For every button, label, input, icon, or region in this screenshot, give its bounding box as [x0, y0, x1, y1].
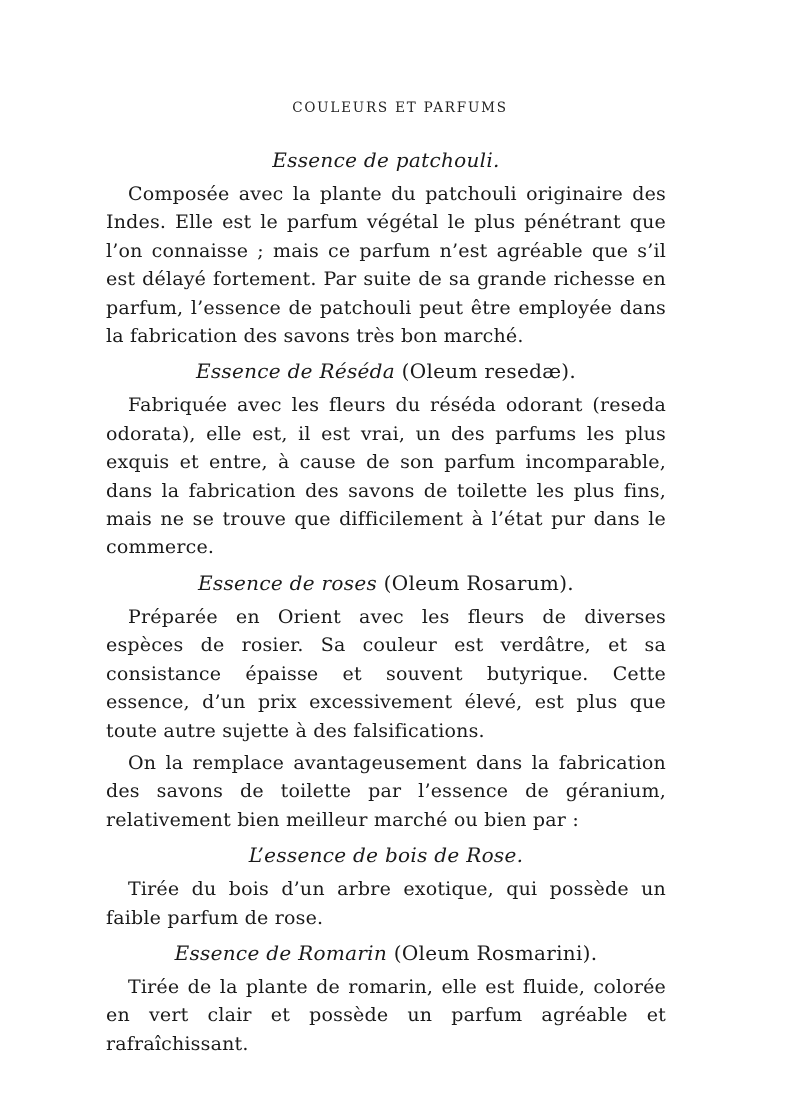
heading-reseda-title: Essence de Réséda: [195, 359, 395, 384]
heading-roses-latin: (Oleum Rosarum).: [377, 570, 574, 595]
paragraph-patchouli: Composée avec la plante du patchouli originaire des Indes. Elle est le parfum végétal le plus pénétrant que l’on connaisse ; mais ce parfum n’est agréable que s’il est délayé fortement. Par suite de sa grande richesse en parfum, l’essence de patchouli peut être employée dans la fabrication des savons très bon marché.: [106, 183, 666, 348]
paragraph-roses-1: Préparée en Orient avec les fleurs de diverses espèces de rosier. Sa couleur est verdâtre, et sa consistance épaisse et souvent butyrique. Cette essence, d’un prix excessivement élevé, est plus que toute autre sujette à des falsifications.: [106, 605, 666, 742]
paragraph-bois-de-rose: Tirée du bois d’un arbre exotique, qui possède un faible parfum de rose.: [106, 878, 666, 929]
paragraph-romarin: Tirée de la plante de romarin, elle est fluide, colorée en vert clair et possède un parfum agréable et rafraîchissant.: [106, 975, 666, 1055]
heading-romarin-title: Essence de Romarin: [174, 940, 388, 965]
heading-roses: [106, 569, 666, 597]
heading-roses-title: Essence de roses: [198, 570, 378, 595]
running-head: COULEURS ET PARFUMS: [292, 100, 508, 116]
paragraph-reseda: Fabriquée avec les fleurs du réséda odorant (reseda odorata), elle est, il est vrai, un des parfums les plus exquis et entre, à cause de son parfum incomparable, dans la fabrication des savons de toilette les plus fins, mais ne se trouve que difficilement à l’état pur dans le commerce.: [106, 394, 666, 559]
paragraph-roses-2: On la remplace avantageusement dans la fabrication des savons de toilette par l’essence de géranium, relativement bien meilleur marché ou bien par :: [106, 751, 666, 831]
heading-romarin: [106, 939, 666, 967]
heading-reseda-latin: (Oleum resedæ).: [395, 359, 577, 384]
heading-romarin-latin: (Oleum Rosmarini).: [387, 940, 598, 965]
text-block: [106, 143, 666, 1065]
heading-patchouli-title: Essence de patchouli.: [272, 148, 500, 172]
heading-bois-de-rose-title: L’essence de bois de Rose.: [248, 843, 524, 868]
heading-patchouli: [106, 146, 666, 174]
heading-reseda: [106, 357, 666, 385]
heading-bois-de-rose: [106, 841, 666, 869]
